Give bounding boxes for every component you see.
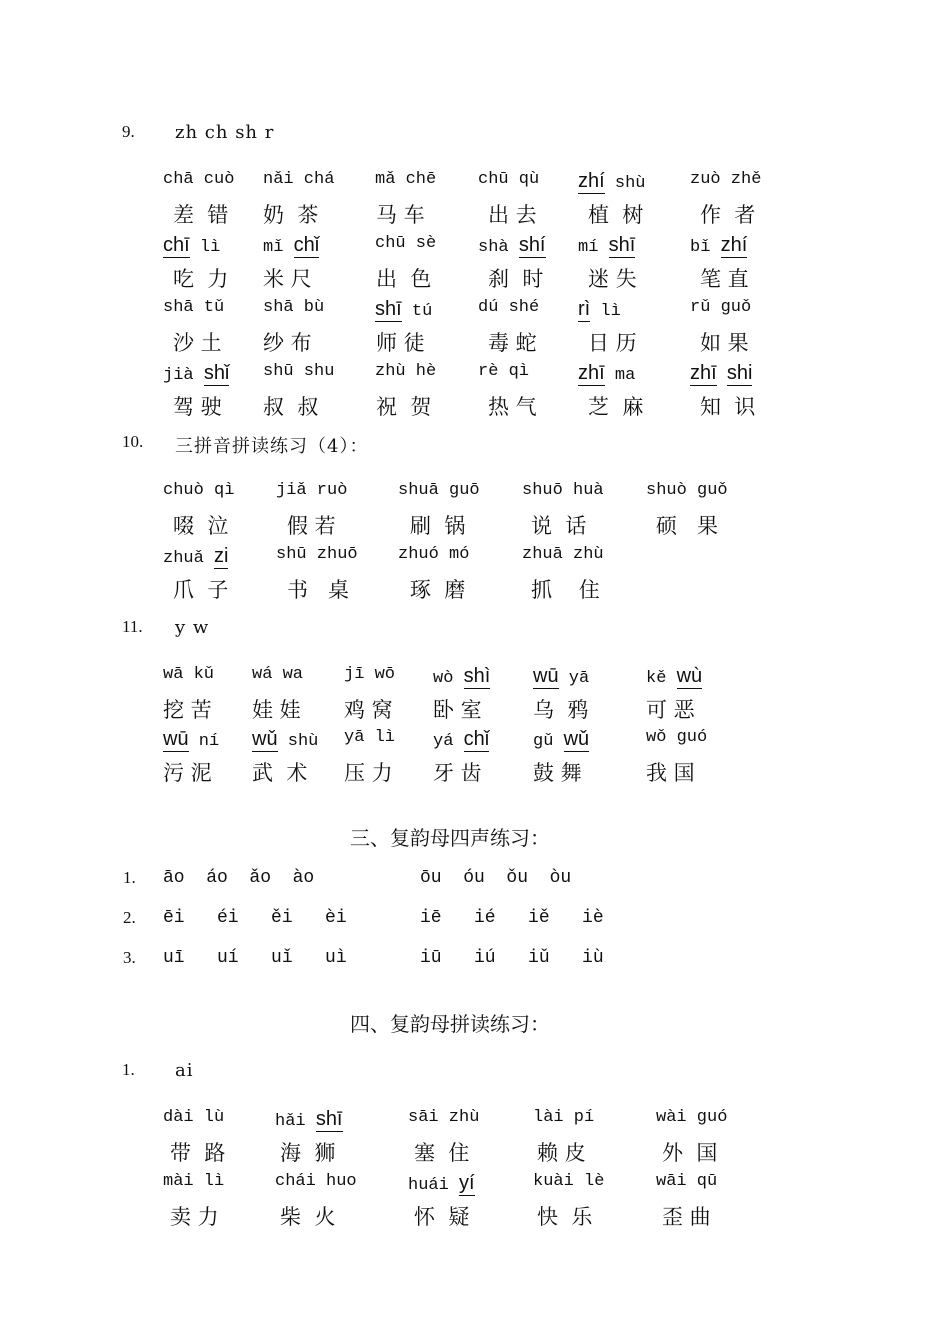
underlined-syllable: zhī [690,362,717,384]
s9-pinyin [375,234,436,253]
underlined-syllable: zhí [720,234,748,256]
pinyin-text: zhuó mó [398,545,470,564]
s4-1-hanzi: 歪 曲 [662,1205,711,1229]
s11-hanzi: 鼓 舞 [533,761,582,785]
s9-pinyin [478,298,539,317]
s9-pinyin [163,234,220,257]
s10-title: 三拼音拼读练习（4）： [175,436,369,457]
s9-hanzi: 知 识 [700,395,756,419]
s4-1-hanzi: 怀 疑 [414,1205,470,1229]
pinyin-text: lài pí [533,1108,595,1127]
s9-hanzi: 植 树 [588,203,644,227]
pinyin-text: wá wa [252,665,304,684]
s10-hanzi: 琢 磨 [410,578,466,602]
underlined-syllable: wū [163,728,189,750]
s4-1-hanzi: 外 国 [662,1141,718,1165]
s10-hanzi: 说 话 [531,514,587,538]
s11-pinyin [646,728,707,747]
tone-row-number: 2. [123,908,136,927]
s4-1-pinyin [533,1108,594,1127]
pinyin-text: shā bù [263,298,325,317]
pinyin-text: jià [163,366,204,385]
s10-pinyin [163,481,234,500]
pinyin-text: jī wō [344,665,396,684]
s10-hanzi: 假 若 [287,514,336,538]
tone-group-a: uī uí uǐ uì [163,948,347,968]
pinyin-text: shù [277,732,319,751]
underlined-syllable: shì [463,665,491,687]
s4-1-pinyin [408,1172,475,1195]
pinyin-text: yá [433,732,464,751]
s11-pinyin [252,728,318,751]
s11-pinyin [533,728,589,751]
pinyin-text: zhuǎ [163,549,215,568]
s9-title: zh ch sh r [175,122,275,143]
s9-pinyin [263,234,319,257]
s9-pinyin [578,298,621,321]
s11-pinyin [163,665,214,684]
underlined-syllable: shí [518,234,546,256]
underlined-syllable: yí [459,1172,475,1194]
s9-pinyin [375,362,436,381]
pinyin-text: zuò zhě [690,170,762,189]
section-4-title: 四、复韵母拼读练习： [350,1012,550,1036]
s4-1-pinyin [656,1108,727,1127]
s11-pinyin [252,665,303,684]
pinyin-text: nǎi chá [263,170,335,189]
tone-row-number: 1. [123,868,136,887]
s4-1-hanzi: 赖 皮 [537,1141,586,1165]
s11-hanzi: 卧 室 [433,698,482,722]
s9-pinyin [163,298,224,317]
underlined-syllable: shǐ [203,362,230,384]
pinyin-text: bǐ [690,238,721,257]
s9-number: 9. [122,122,135,141]
pinyin-text: tú [401,302,433,321]
s11-hanzi: 武 术 [252,761,308,785]
s11-hanzi: 压 力 [344,761,393,785]
pinyin-text: yā [558,669,590,688]
s11-pinyin [533,665,589,688]
s9-hanzi: 刹 时 [488,267,544,291]
s11-hanzi: 可 恶 [646,698,695,722]
pinyin-text: chái huo [275,1172,357,1191]
pinyin-text: wò [433,669,464,688]
s11-hanzi: 牙 齿 [433,761,482,785]
pinyin-text: shū zhuō [276,545,358,564]
s4-1-hanzi: 海 狮 [280,1141,336,1165]
pinyin-text: shuō huà [522,481,604,500]
s9-pinyin [690,298,751,317]
pinyin-text: ma [604,366,636,385]
s11-hanzi: 挖 苦 [163,698,212,722]
s9-hanzi: 出 去 [488,203,537,227]
pinyin-text: mài lì [163,1172,225,1191]
s9-hanzi: 奶 茶 [263,203,319,227]
s11-pinyin [433,665,490,688]
pinyin-text [717,366,727,385]
tone-group-b: ōu óu ǒu òu [420,868,572,888]
s10-pinyin [646,481,728,500]
pinyin-text: chā cuò [163,170,235,189]
s10-number: 10. [122,432,144,451]
s10-pinyin [398,545,469,564]
pinyin-text: dài lù [163,1108,225,1127]
s11-pinyin [344,728,395,747]
s9-hanzi: 笔 直 [700,267,749,291]
pinyin-text: shā tǔ [163,298,225,317]
s9-hanzi: 米 尺 [263,267,312,291]
s9-hanzi: 沙 土 [173,331,222,355]
s11-hanzi: 污 泥 [163,761,212,785]
underlined-syllable: shī [375,298,402,320]
s9-pinyin [690,362,752,385]
s9-hanzi: 出 色 [376,267,432,291]
s11-hanzi: 我 国 [646,761,695,785]
s9-hanzi: 芝 麻 [588,395,644,419]
s11-title: y w [175,617,210,638]
underlined-syllable: wū [533,665,559,687]
pinyin-text: zhù hè [375,362,437,381]
s4-1-pinyin [533,1172,604,1191]
pinyin-text: shuò guǒ [646,481,728,500]
s9-hanzi: 纱 布 [263,331,312,355]
s9-pinyin [263,362,334,381]
s9-pinyin [478,234,546,257]
pinyin-text: mǎ chē [375,170,437,189]
pinyin-text: zhuā zhù [522,545,604,564]
s10-hanzi: 啜 泣 [173,514,229,538]
tone-group-a: ēi éi ěi èi [163,908,347,928]
s9-hanzi: 驾 驶 [173,395,222,419]
s9-pinyin [690,170,761,189]
pinyin-text: shù [604,174,646,193]
s10-pinyin [163,545,228,568]
pinyin-text: jiǎ ruò [276,481,348,500]
s11-pinyin [163,728,219,751]
s9-hanzi: 热 气 [488,395,537,419]
s9-hanzi: 迷 失 [588,267,637,291]
s11-pinyin [646,665,702,688]
pinyin-text: wā kǔ [163,665,215,684]
s9-pinyin [690,234,747,257]
underlined-syllable: shi [726,362,753,384]
s11-hanzi: 乌 鸦 [533,698,589,722]
pinyin-text: sāi zhù [408,1108,480,1127]
s4-1-hanzi: 柴 火 [280,1205,336,1229]
underlined-syllable: chī [163,234,190,256]
s9-hanzi: 日 历 [588,331,637,355]
underlined-syllable: wǔ [252,728,278,750]
underlined-syllable: rì [578,298,591,320]
pinyin-text: wài guó [656,1108,728,1127]
s9-pinyin [478,362,529,381]
s4-1-pinyin [408,1108,479,1127]
s9-pinyin [578,170,646,193]
s9-hanzi: 师 徒 [376,331,425,355]
pinyin-text: dú shé [478,298,540,317]
s4-1-title: ai [175,1060,194,1081]
underlined-syllable: zhī [578,362,605,384]
s4-1-number: 1. [122,1060,135,1079]
pinyin-text: rǔ guǒ [690,298,752,317]
s11-hanzi: 鸡 窝 [344,698,393,722]
pinyin-text: hǎi [275,1112,316,1131]
pinyin-text: wǒ guó [646,728,708,747]
pinyin-text: ní [188,732,220,751]
pinyin-text: lì [590,302,621,321]
pinyin-text: kě [646,669,677,688]
pinyin-text: mí [578,238,609,257]
underlined-syllable: wǔ [563,728,590,750]
s4-1-hanzi: 快 乐 [537,1205,593,1229]
s9-hanzi: 差 错 [173,203,229,227]
s10-pinyin [522,481,604,500]
s9-hanzi: 马 车 [376,203,425,227]
s9-hanzi: 祝 贺 [376,395,432,419]
s9-pinyin [375,170,436,189]
pinyin-text: wāi qū [656,1172,718,1191]
pinyin-text: huái [408,1176,460,1195]
s9-hanzi: 如 果 [700,331,749,355]
s4-1-pinyin [275,1172,357,1191]
s11-pinyin [433,728,489,751]
s9-pinyin [163,170,234,189]
tone-group-a: āo áo ǎo ào [163,868,315,888]
s4-1-pinyin [163,1172,224,1191]
s10-hanzi: 硕 果 [656,514,719,538]
s4-1-pinyin [656,1172,717,1191]
underlined-syllable: chǐ [463,728,490,750]
s4-1-pinyin [163,1108,224,1127]
underlined-syllable: chǐ [293,234,320,256]
s9-pinyin [263,298,324,317]
s4-1-hanzi: 卖 力 [170,1205,219,1229]
s4-1-hanzi: 带 路 [170,1141,226,1165]
section-3-title: 三、复韵母四声练习： [350,826,550,850]
pinyin-text: shuā guō [398,481,480,500]
s9-pinyin [578,234,635,257]
s9-pinyin [263,170,334,189]
s10-pinyin [276,545,358,564]
s4-1-pinyin [275,1108,343,1131]
pinyin-text: chū sè [375,234,437,253]
s11-hanzi: 娃 娃 [252,698,301,722]
s10-pinyin [522,545,604,564]
s10-pinyin [398,481,480,500]
pinyin-text: gǔ [533,732,564,751]
s10-hanzi: 刷 锅 [410,514,466,538]
pinyin-text: shà [478,238,519,257]
s9-pinyin [375,298,432,321]
pinyin-text: yā lì [344,728,396,747]
tone-group-b: iē ié iě iè [420,908,604,928]
pinyin-text: shū shu [263,362,335,381]
s10-hanzi: 爪 子 [173,578,229,602]
underlined-syllable: zi [214,545,229,567]
s9-pinyin [163,362,229,385]
underlined-syllable: shī [608,234,636,256]
pinyin-text: kuài lè [533,1172,605,1191]
tone-row-number: 3. [123,948,136,967]
pinyin-text: lì [189,238,221,257]
s9-hanzi: 吃 力 [173,267,229,291]
s9-hanzi: 作 者 [700,203,756,227]
s9-hanzi: 叔 叔 [263,395,319,419]
s9-pinyin [478,170,539,189]
pinyin-text: chuò qì [163,481,235,500]
tone-group-b: iū iú iǔ iù [420,948,604,968]
pinyin-text: mǐ [263,238,294,257]
s11-number: 11. [122,617,143,636]
underlined-syllable: zhí [578,170,605,192]
s9-hanzi: 毒 蛇 [488,331,537,355]
s11-pinyin [344,665,395,684]
underlined-syllable: wù [676,665,703,687]
s10-hanzi: 书 桌 [287,578,350,602]
pinyin-text: rè qì [478,362,530,381]
s10-pinyin [276,481,347,500]
s9-pinyin [578,362,635,385]
s10-hanzi: 抓 住 [531,578,600,602]
s4-1-hanzi: 塞 住 [414,1141,470,1165]
pinyin-text: chū qù [478,170,540,189]
underlined-syllable: shī [315,1108,343,1130]
